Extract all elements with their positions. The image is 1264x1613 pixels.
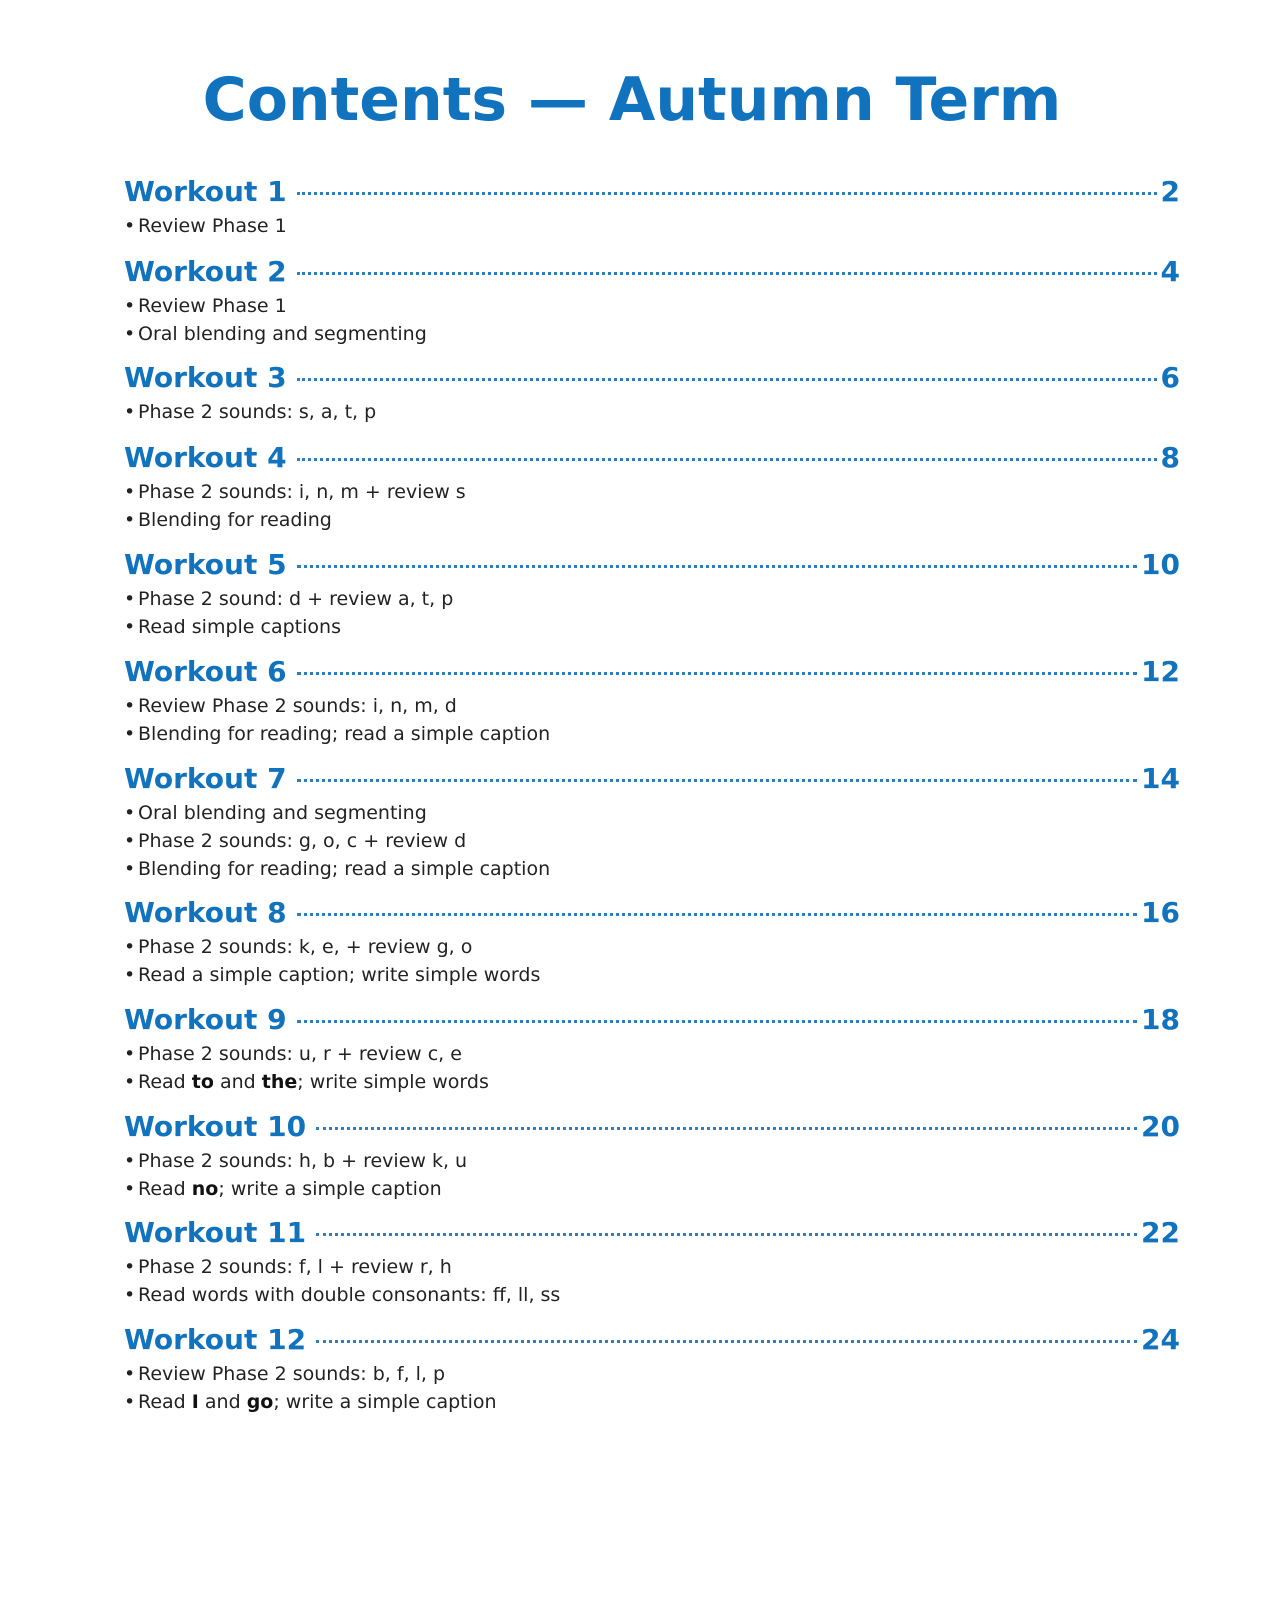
topic-item: • Read a simple caption; write simple words xyxy=(124,961,1180,989)
workout-title: Workout 7 xyxy=(124,762,287,795)
bullet-icon: • xyxy=(124,1391,136,1413)
bold-word: to xyxy=(191,1071,214,1093)
bullet-icon: • xyxy=(124,858,136,880)
bullet-icon: • xyxy=(124,1256,136,1278)
bullet-icon: • xyxy=(124,1284,136,1306)
bold-word: no xyxy=(191,1178,219,1200)
dot-leader xyxy=(297,565,1137,568)
workout-title: Workout 6 xyxy=(124,655,287,688)
page-number: 24 xyxy=(1141,1323,1180,1356)
topic-item: • Phase 2 sounds: g, o, c + review d xyxy=(124,827,1180,855)
page-number: 14 xyxy=(1141,762,1180,795)
topic-item: • Oral blending and segmenting xyxy=(124,320,1180,348)
topic-item: • Review Phase 1 xyxy=(124,292,1180,320)
toc-entry-heading xyxy=(124,252,1180,292)
bold-word: go xyxy=(246,1391,274,1413)
topic-list xyxy=(124,1040,1180,1096)
toc-entry-heading xyxy=(124,1107,1180,1147)
topic-item: • Blending for reading xyxy=(124,506,1180,534)
toc-entry-heading xyxy=(124,358,1180,398)
page-number: 20 xyxy=(1141,1110,1180,1143)
bullet-icon: • xyxy=(124,830,136,852)
bullet-icon: • xyxy=(124,802,136,824)
workout-title: Workout 11 xyxy=(124,1216,307,1249)
page-number: 6 xyxy=(1160,361,1180,394)
bullet-icon: • xyxy=(124,1071,136,1093)
toc-entry-heading xyxy=(124,759,1180,799)
topic-item: • Review Phase 1 xyxy=(124,212,1180,240)
topic-list xyxy=(124,1253,1180,1309)
topic-list xyxy=(124,585,1180,641)
page-number: 10 xyxy=(1141,548,1180,581)
workout-title: Workout 5 xyxy=(124,548,287,581)
topic-item: • Blending for reading; read a simple caption xyxy=(124,855,1180,883)
toc-entry xyxy=(124,759,1180,883)
topic-list xyxy=(124,478,1180,534)
toc-entry xyxy=(124,1107,1180,1203)
bullet-icon: • xyxy=(124,936,136,958)
topic-item: • Phase 2 sounds: s, a, t, p xyxy=(124,398,1180,426)
toc-entry xyxy=(124,172,1180,240)
bullet-icon: • xyxy=(124,723,136,745)
dot-leader xyxy=(297,458,1157,461)
toc-entry xyxy=(124,652,1180,748)
workout-title: Workout 2 xyxy=(124,255,287,288)
dot-leader xyxy=(297,272,1157,275)
toc-entry-heading xyxy=(124,652,1180,692)
topic-item: • Blending for reading; read a simple caption xyxy=(124,720,1180,748)
toc-entry xyxy=(124,438,1180,534)
topic-list xyxy=(124,1360,1180,1416)
topic-item: • Read simple captions xyxy=(124,613,1180,641)
topic-item: • Read I and go; write a simple caption xyxy=(124,1388,1180,1416)
toc-entry-heading xyxy=(124,1320,1180,1360)
dot-leader xyxy=(297,913,1137,916)
workout-title: Workout 12 xyxy=(124,1323,307,1356)
topic-list xyxy=(124,692,1180,748)
bullet-icon: • xyxy=(124,616,136,638)
toc-entry-heading xyxy=(124,438,1180,478)
page-number: 12 xyxy=(1141,655,1180,688)
bullet-icon: • xyxy=(124,481,136,503)
workout-title: Workout 4 xyxy=(124,441,287,474)
bold-word: the xyxy=(261,1071,298,1093)
topic-item: • Phase 2 sounds: i, n, m + review s xyxy=(124,478,1180,506)
toc-entry xyxy=(124,1320,1180,1416)
topic-item: • Phase 2 sounds: h, b + review k, u xyxy=(124,1147,1180,1175)
topic-item: • Phase 2 sounds: f, l + review r, h xyxy=(124,1253,1180,1281)
topic-list xyxy=(124,1147,1180,1203)
toc-entry xyxy=(124,358,1180,426)
topic-item: • Oral blending and segmenting xyxy=(124,799,1180,827)
bullet-icon: • xyxy=(124,588,136,610)
page-number: 4 xyxy=(1160,255,1180,288)
bullet-icon: • xyxy=(124,215,136,237)
topic-item: • Read words with double consonants: ff, ll, ss xyxy=(124,1281,1180,1309)
bullet-icon: • xyxy=(124,964,136,986)
bullet-icon: • xyxy=(124,1178,136,1200)
toc-entry-heading xyxy=(124,893,1180,933)
workout-title: Workout 3 xyxy=(124,361,287,394)
page-number: 8 xyxy=(1160,441,1180,474)
toc-entry xyxy=(124,545,1180,641)
toc-entry-heading xyxy=(124,545,1180,585)
bullet-icon: • xyxy=(124,323,136,345)
toc-entry-heading xyxy=(124,1213,1180,1253)
page-number: 16 xyxy=(1141,896,1180,929)
dot-leader xyxy=(316,1127,1137,1130)
topic-list xyxy=(124,799,1180,883)
dot-leader xyxy=(297,672,1137,675)
topic-item: • Read to and the; write simple words xyxy=(124,1068,1180,1096)
page-number: 18 xyxy=(1141,1003,1180,1036)
bullet-icon: • xyxy=(124,695,136,717)
topic-list xyxy=(124,292,1180,348)
topic-item: • Phase 2 sounds: u, r + review c, e xyxy=(124,1040,1180,1068)
topic-item: • Phase 2 sounds: k, e, + review g, o xyxy=(124,933,1180,961)
dot-leader xyxy=(316,1233,1137,1236)
bullet-icon: • xyxy=(124,401,136,423)
dot-leader xyxy=(297,779,1137,782)
topic-list xyxy=(124,398,1180,426)
bullet-icon: • xyxy=(124,509,136,531)
dot-leader xyxy=(297,378,1157,381)
page-title: Contents — Autumn Term xyxy=(202,65,1062,135)
bullet-icon: • xyxy=(124,1363,136,1385)
bullet-icon: • xyxy=(124,1043,136,1065)
topic-list xyxy=(124,212,1180,240)
toc-entry xyxy=(124,893,1180,989)
topic-item: • Review Phase 2 sounds: b, f, l, p xyxy=(124,1360,1180,1388)
toc-entry xyxy=(124,1000,1180,1096)
topic-list xyxy=(124,933,1180,989)
dot-leader xyxy=(297,1020,1137,1023)
page-number: 22 xyxy=(1141,1216,1180,1249)
bullet-icon: • xyxy=(124,1150,136,1172)
bullet-icon: • xyxy=(124,295,136,317)
toc-entry-heading xyxy=(124,1000,1180,1040)
toc-entry-heading xyxy=(124,172,1180,212)
topic-item: • Review Phase 2 sounds: i, n, m, d xyxy=(124,692,1180,720)
topic-item: • Phase 2 sound: d + review a, t, p xyxy=(124,585,1180,613)
dot-leader xyxy=(316,1340,1137,1343)
bold-word: I xyxy=(191,1391,199,1413)
workout-title: Workout 1 xyxy=(124,175,287,208)
workout-title: Workout 9 xyxy=(124,1003,287,1036)
page-number: 2 xyxy=(1160,175,1180,208)
topic-item: • Read no; write a simple caption xyxy=(124,1175,1180,1203)
toc-entry xyxy=(124,1213,1180,1309)
toc-entry xyxy=(124,252,1180,348)
dot-leader xyxy=(297,192,1157,195)
workout-title: Workout 8 xyxy=(124,896,287,929)
workout-title: Workout 10 xyxy=(124,1110,307,1143)
